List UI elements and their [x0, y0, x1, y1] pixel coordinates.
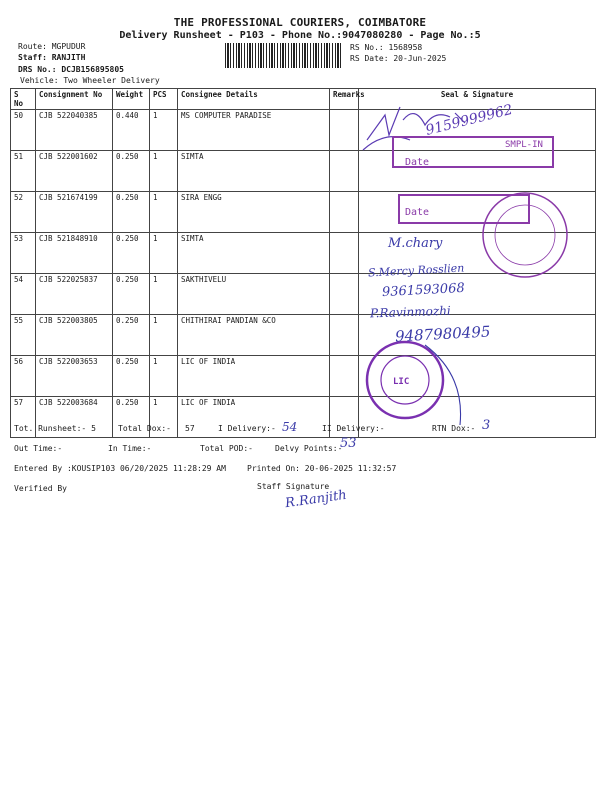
- printed-on: Printed On: 20-06-2025 11:32:57: [247, 464, 397, 473]
- row-consignment: CJB 522003684: [36, 397, 113, 438]
- rs-number: RS No.: 1568958: [350, 43, 423, 52]
- staff-label: Staff: RANJITH: [18, 53, 86, 62]
- drs-number: DRS No.: DCJB156895805: [18, 65, 124, 74]
- route-label: Route: MGPUDUR: [18, 42, 86, 51]
- row-weight: 0.250: [113, 356, 150, 397]
- row-weight: 0.440: [113, 110, 150, 151]
- simta-round-seal: [483, 193, 567, 277]
- verified-by-label: Verified By: [14, 484, 67, 493]
- row-weight: 0.250: [113, 192, 150, 233]
- handwritten-receiver-name: M.chary: [388, 236, 443, 251]
- handwritten-phone: 9487980495: [394, 322, 491, 346]
- row-consignee: SIRA ENGG: [178, 192, 330, 233]
- total-dox-label: Total Dox:-: [118, 424, 171, 433]
- row-sno: 56: [11, 356, 36, 397]
- rs-date: RS Date: 20-Jun-2025: [350, 54, 447, 63]
- i-delivery-handwritten: 54: [282, 420, 298, 434]
- col-consignee: Consignee Details: [178, 89, 330, 110]
- row-pcs: 1: [150, 274, 178, 315]
- row-sno: 52: [11, 192, 36, 233]
- handwritten-receiver-name: P.Ravinmozhi: [369, 303, 451, 321]
- row-weight: 0.250: [113, 397, 150, 438]
- col-seal: Seal & Signature: [359, 89, 596, 110]
- row-consignment: CJB 522001602: [36, 151, 113, 192]
- col-weight: Weight: [113, 89, 150, 110]
- row-consignment: CJB 522003653: [36, 356, 113, 397]
- stamp-date-label1: Date: [405, 157, 430, 168]
- i-delivery-label: I Delivery:-: [218, 424, 276, 433]
- delvy-points-handwritten: 53: [340, 436, 357, 451]
- simta-stamp-label: SMPL-IN: [505, 140, 543, 150]
- barcode: [225, 43, 343, 68]
- row-consignee: LIC OF INDIA: [178, 397, 330, 438]
- row-consignment: CJB 521674199: [36, 192, 113, 233]
- total-dox-value: 57: [185, 424, 195, 433]
- row-pcs: 1: [150, 233, 178, 274]
- out-time-label: Out Time:-: [14, 444, 63, 453]
- col-consignment: Consignment No: [36, 89, 113, 110]
- lic-seal-emblem: LIC: [393, 377, 410, 387]
- col-sno: S No: [11, 89, 36, 110]
- row-pcs: 1: [150, 356, 178, 397]
- row-pcs: 1: [150, 397, 178, 438]
- stamp-date-label2: Date: [405, 207, 430, 218]
- row-pcs: 1: [150, 151, 178, 192]
- row-consignee: SAKTHIVELU: [178, 274, 330, 315]
- row-consignment: CJB 521848910: [36, 233, 113, 274]
- seal-signature-overlay: [355, 95, 595, 425]
- vehicle-label: Vehicle: Two Wheeler Delivery: [20, 76, 160, 85]
- row-sno: 51: [11, 151, 36, 192]
- row-weight: 0.250: [113, 315, 150, 356]
- row-weight: 0.250: [113, 274, 150, 315]
- row-consignee: CHITHIRAI PANDIAN &CO: [178, 315, 330, 356]
- rtn-dox-handwritten: 3: [482, 418, 491, 433]
- staff-signature-label: Staff Signature: [257, 482, 330, 491]
- handwritten-phone1: 9159999962: [424, 101, 515, 139]
- total-pod-label: Total POD:-: [200, 444, 253, 453]
- row-pcs: 1: [150, 315, 178, 356]
- handwritten-receiver-name: S.Mercy Rosslien: [367, 261, 465, 280]
- col-pcs: PCS: [150, 89, 178, 110]
- entered-by: Entered By :KOUSIP103 06/20/2025 11:28:29 AM: [14, 464, 226, 473]
- delvy-points-label: Delvy Points:-: [275, 444, 343, 453]
- row-consignee: SIMTA: [178, 151, 330, 192]
- row-weight: 0.250: [113, 233, 150, 274]
- staff-signature-handwritten: R.Ranjith: [284, 487, 348, 512]
- row-weight: 0.250: [113, 151, 150, 192]
- row-consignee: MS COMPUTER PARADISE: [178, 110, 330, 151]
- ii-delivery-label: II Delivery:-: [322, 424, 385, 433]
- row-sno: 50: [11, 110, 36, 151]
- in-time-label: In Time:-: [108, 444, 152, 453]
- row-consignment: CJB 522025837: [36, 274, 113, 315]
- col-remarks: Remarks: [330, 89, 359, 110]
- handwritten-phone: 9361593068: [381, 280, 466, 301]
- row-consignee: LIC OF INDIA: [178, 356, 330, 397]
- rtn-dox-label: RTN Dox:-: [432, 424, 476, 433]
- row-consignee: SIMTA: [178, 233, 330, 274]
- row-sno: 53: [11, 233, 36, 274]
- row-pcs: 1: [150, 192, 178, 233]
- row-consignment: CJB 522003805: [36, 315, 113, 356]
- runsheet-title: Delivery Runsheet - P103 - Phone No.:9047080280 - Page No.:5: [119, 30, 481, 41]
- row-consignment: CJB 522040385: [36, 110, 113, 151]
- company-name: THE PROFESSIONAL COURIERS, COIMBATORE: [173, 16, 427, 29]
- tot-runsheet: Tot. Runsheet:- 5: [14, 424, 96, 433]
- row-sno: 55: [11, 315, 36, 356]
- row-sno: 54: [11, 274, 36, 315]
- row-pcs: 1: [150, 110, 178, 151]
- row-sno: 57: [11, 397, 36, 438]
